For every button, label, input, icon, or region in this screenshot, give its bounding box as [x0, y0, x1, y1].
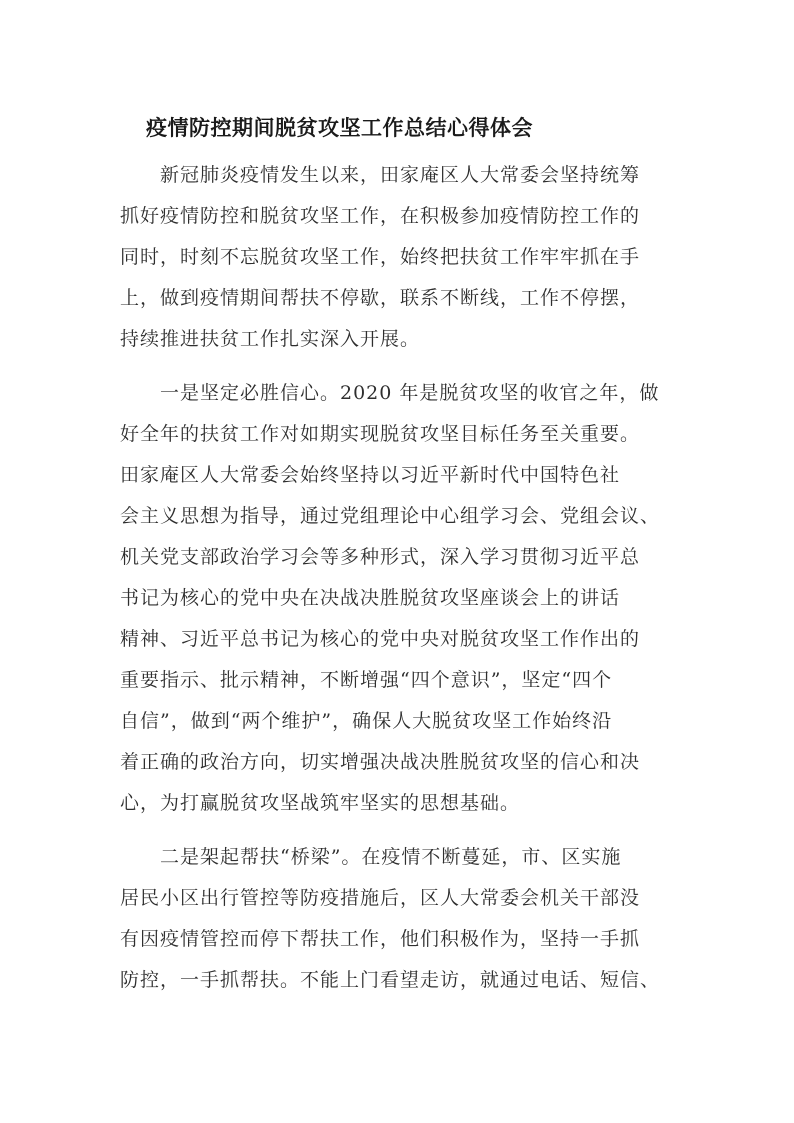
paragraph-2-line-1: 一是坚定必胜信心。2020 年是脱贫攻坚的收官之年，做 [160, 382, 660, 404]
paragraph-2-line-4: 会主义思想为指导，通过党组理论中心组学习会、党组会议、 [120, 505, 661, 527]
paragraph-3-line-3: 有因疫情管控而停下帮扶工作，他们积极作为，坚持一手抓 [120, 928, 641, 950]
paragraph-2-line-6: 书记为核心的党中央在决战决胜脱贫攻坚座谈会上的讲话 [120, 587, 621, 609]
paragraph-1-line-3: 同时，时刻不忘脱贫攻坚工作，始终把扶贫工作牢牢抓在手 [120, 246, 641, 268]
paragraph-2-line-7: 精神、习近平总书记为核心的党中央对脱贫攻坚工作作出的 [120, 628, 641, 650]
paragraph-2-line-8: 重要指示、批示精神，不断增强“四个意识”，坚定“四个 [120, 669, 613, 691]
paragraph-3-line-4: 防控，一手抓帮扶。不能上门看望走访，就通过电话、短信、 [120, 969, 661, 991]
paragraph-3-line-2: 居民小区出行管控等防疫措施后，区人大常委会机关干部没 [120, 887, 641, 909]
paragraph-2-line-11: 心，为打赢脱贫攻坚战筑牢坚实的思想基础。 [120, 792, 521, 814]
paragraph-1-line-1: 新冠肺炎疫情发生以来，田家庵区人大常委会坚持统筹 [160, 164, 641, 186]
document-title: 疫情防控期间脱贫攻坚工作总结心得体会 [146, 116, 533, 140]
paragraph-2-line-10: 着正确的政治方向，切实增强决战决胜脱贫攻坚的信心和决 [120, 751, 641, 773]
paragraph-2-line-3: 田家庵区人大常委会始终坚持以习近平新时代中国特色社 [120, 464, 621, 486]
paragraph-1-line-2: 抓好疫情防控和脱贫攻坚工作，在积极参加疫情防控工作的 [120, 205, 641, 227]
paragraph-2-line-2: 好全年的扶贫工作对如期实现脱贫攻坚目标任务至关重要。 [120, 423, 641, 445]
paragraph-2-line-9: 自信”，做到“两个维护”，确保人大脱贫攻坚工作始终沿 [120, 710, 613, 732]
paragraph-1-line-5: 持续推进扶贫工作扎实深入开展。 [120, 328, 421, 350]
paragraph-3-line-1: 二是架起帮扶“桥梁”。在疫情不断蔓延，市、区实施 [160, 846, 622, 868]
paragraph-2-line-5: 机关党支部政治学习会等多种形式，深入学习贯彻习近平总 [120, 546, 641, 568]
paragraph-1-line-4: 上，做到疫情期间帮扶不停歇，联系不断线，工作不停摆， [120, 287, 641, 309]
